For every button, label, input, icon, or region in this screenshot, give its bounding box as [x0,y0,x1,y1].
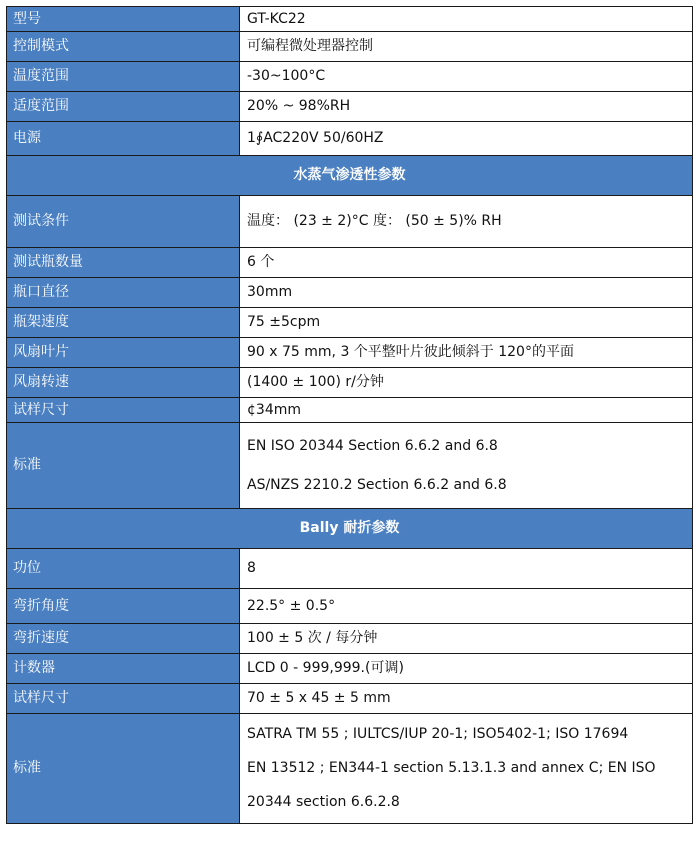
row-label: 计数器 [7,654,240,684]
section-header-row [7,156,693,196]
table-row [7,589,693,624]
row-value: 20% ~ 98%RH [240,92,693,122]
table-row [7,714,693,824]
row-label: 适度范围 [7,92,240,122]
table-row [7,62,693,92]
row-label: 试样尺寸 [7,398,240,423]
row-label: 电源 [7,122,240,156]
row-value: LCD 0 - 999,999.(可调) [240,654,693,684]
row-value: 1∮AC220V 50/60HZ [240,122,693,156]
row-label: 瓶口直径 [7,278,240,308]
row-value: 30mm [240,278,693,308]
row-value: 6 个 [240,248,693,278]
table-row [7,423,693,509]
row-value: (1400 ± 100) r/分钟 [240,368,693,398]
row-value: ¢34mm [240,398,693,423]
row-value: 温度： (23 ± 2)°C 度： (50 ± 5)% RH [240,196,693,248]
row-label: 弯折角度 [7,589,240,624]
table-row [7,624,693,654]
row-label: 测试条件 [7,196,240,248]
row-value: GT-KC22 [240,7,693,32]
row-label: 风扇转速 [7,368,240,398]
row-label: 功位 [7,549,240,589]
line-spacer [247,777,692,794]
table-row [7,308,693,338]
standard-line: SATRA TM 55 ; IULTCS/IUP 20-1; ISO5402-1; ISO 17694 [247,726,629,743]
standard-line: AS/NZS 2210.2 Section 6.6.2 and 6.8 [247,476,507,493]
row-label: 测试瓶数量 [7,248,240,278]
spec-sheet [6,6,693,824]
row-label: 型号 [7,7,240,32]
spec-table [6,6,693,824]
table-row [7,368,693,398]
row-value: 可编程微处理器控制 [240,32,693,62]
row-label: 标准 [7,714,240,824]
row-value: 22.5° ± 0.5° [240,589,693,624]
table-row [7,278,693,308]
section-header-row [7,509,693,549]
row-label: 风扇叶片 [7,338,240,368]
table-row [7,654,693,684]
table-row [7,122,693,156]
table-row [7,684,693,714]
row-value: 8 [240,549,693,589]
table-row [7,248,693,278]
section-title-water: 水蒸气渗透性参数 [7,156,693,196]
section-title-bally: Bally 耐折参数 [7,509,693,549]
row-value: 90 x 75 mm, 3 个平整叶片彼此倾斜于 120°的平面 [240,338,693,368]
table-row [7,549,693,589]
row-value: 75 ±5cpm [240,308,693,338]
standard-line: EN 13512 ; EN344-1 section 5.13.1.3 and annex C; EN ISO [247,760,656,777]
row-value [240,423,693,509]
table-row [7,398,693,423]
row-value: 100 ± 5 次 / 每分钟 [240,624,693,654]
row-label: 温度范围 [7,62,240,92]
table-row [7,196,693,248]
line-spacer [247,743,692,760]
standard-line: 20344 section 6.6.2.8 [247,793,400,810]
row-label: 试样尺寸 [7,684,240,714]
table-row [7,338,693,368]
row-value [240,714,693,824]
table-row [7,32,693,62]
table-row [7,92,693,122]
row-value: 70 ± 5 x 45 ± 5 mm [240,684,693,714]
row-label: 标准 [7,423,240,509]
row-value: -30~100°C [240,62,693,92]
line-spacer [247,455,692,477]
row-label: 控制模式 [7,32,240,62]
row-label: 弯折速度 [7,624,240,654]
standard-line: EN ISO 20344 Section 6.6.2 and 6.8 [247,437,498,454]
table-row [7,7,693,32]
row-label: 瓶架速度 [7,308,240,338]
